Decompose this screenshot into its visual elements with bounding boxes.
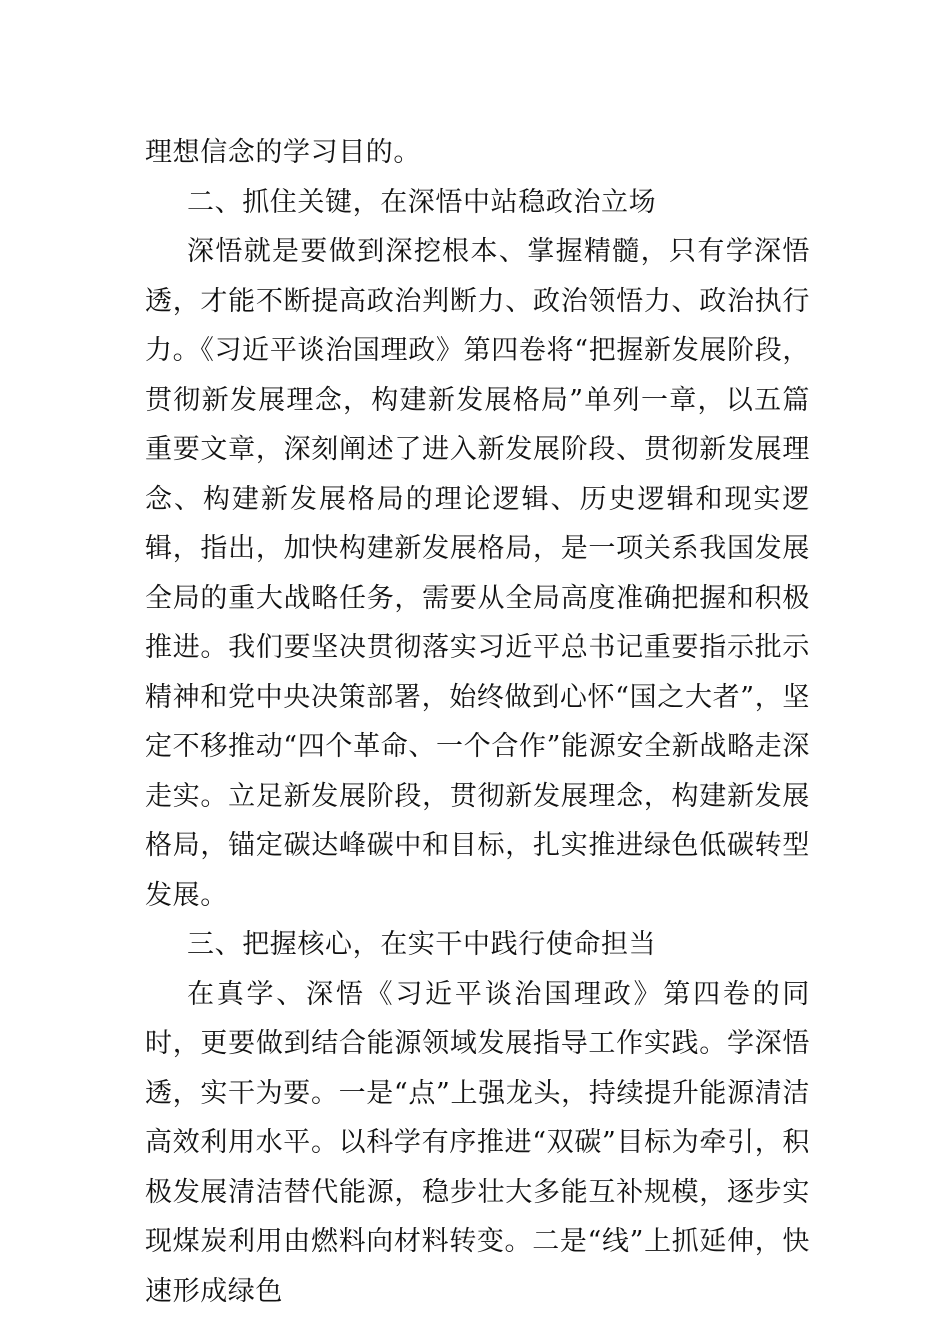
paragraph-body: 在真学、深悟《习近平谈治国理政》第四卷的同时，更要做到结合能源领域发展指导工作实践。学深悟透，实干为要。一是“点”上强龙头，持续提升能源清洁高效利用水平。以科学有序推进“双碳”目标为牵引，积极发展清洁替代能源，稳步壮大多能互补规模，逐步实现煤炭利用由燃料向材料转变。二是“线”上抓延伸，快速形成绿色 bbox=[145, 978, 810, 1307]
section-heading-3: 三、把握核心，在实干中践行使命担当 bbox=[187, 929, 657, 960]
section-heading-2: 二、抓住关键，在深悟中站稳政治立场 bbox=[187, 186, 657, 218]
document-body bbox=[145, 128, 810, 1316]
paragraph-continuation: 理想信念的学习目的。 bbox=[145, 137, 421, 168]
paragraph-body: 深悟就是要做到深挖根本、掌握精髓，只有学深悟透，才能不断提高政治判断力、政治领悟力、政治执行力。《习近平谈治国理政》第四卷将“把握新发展阶段，贯彻新发展理念，构建新发展格局”单列一章，以五篇重要文章，深刻阐述了进入新发展阶段、贯彻新发展理念、构建新发展格局的理论逻辑、历史逻辑和现实逻辑，指出，加快构建新发展格局，是一项关系我国发展全局的重大战略任务，需要从全局高度准确把握和积极推进。我们要坚决贯彻落实习近平总书记重要指示批示精神和党中央决策部署，始终做到心怀“国之大者”，坚定不移推动“四个革命、一个合作”能源安全新战略走深走实。立足新发展阶段，贯彻新发展理念，构建新发展格局，锚定碳达峰碳中和目标，扎实推进绿色低碳转型发展。 bbox=[145, 236, 810, 911]
